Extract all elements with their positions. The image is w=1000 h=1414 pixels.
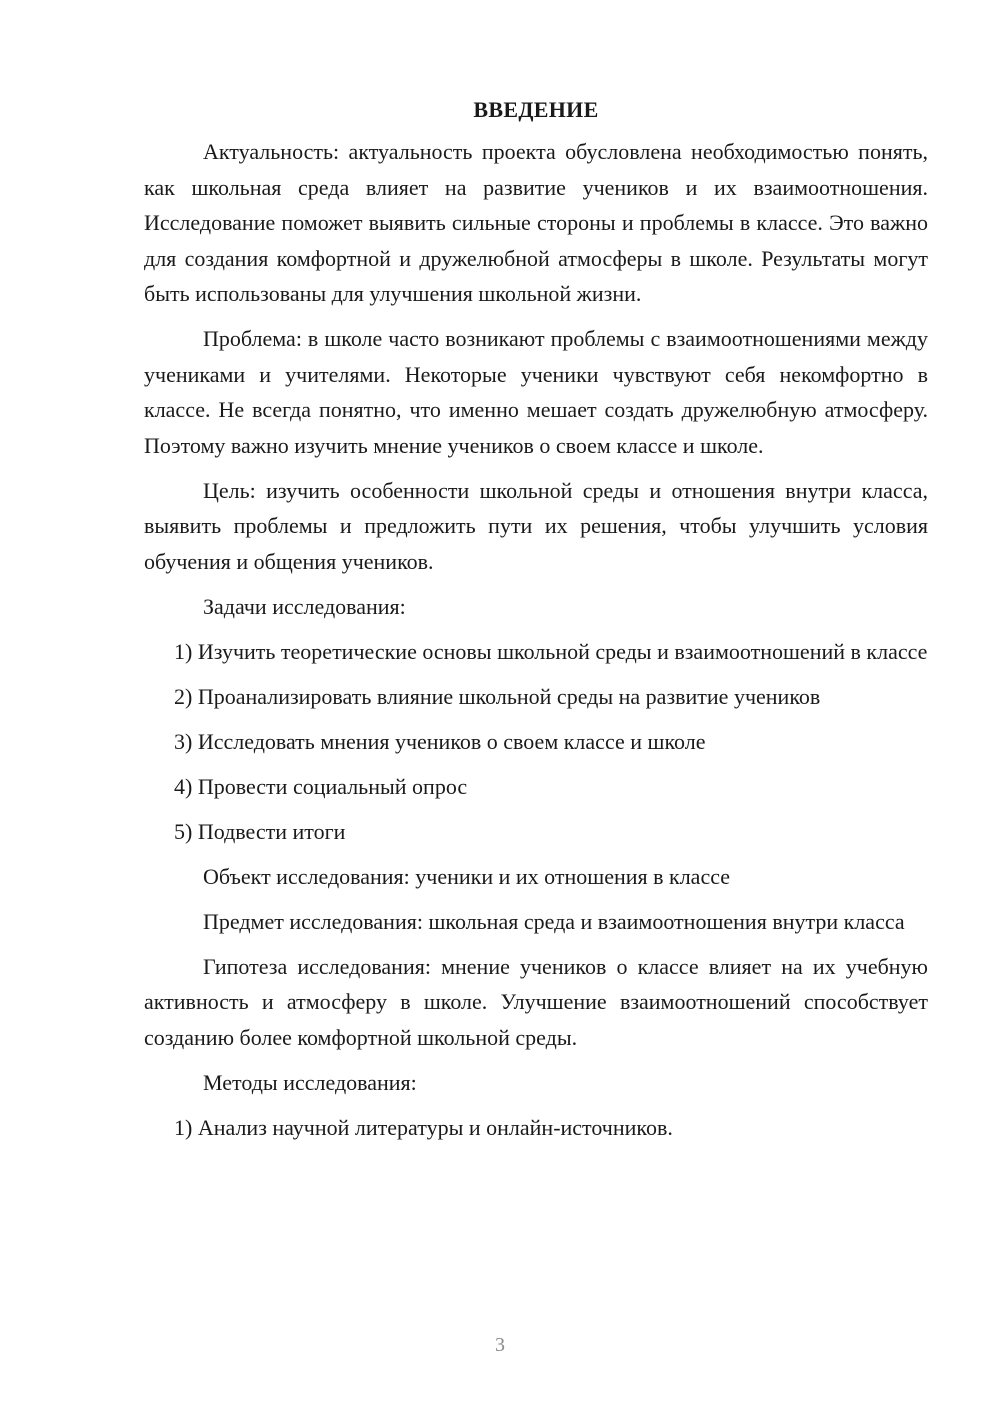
methods-heading: Методы исследования: — [203, 1069, 417, 1095]
relevance-paragraph: Актуальность: актуальность проекта обусловлена необходимостью понять, как школьная среда влияет на развитие учеников и их взаимоотношения. Исследование поможет выявить сильные стороны и проблемы в классе. Это важно для создания комфортной и дружелюбной атмосферы в школе. Результаты могут быть использованы для улучшения школьной жизни. — [144, 139, 928, 306]
section-title: ВВЕДЕНИЕ — [473, 97, 599, 122]
goal-paragraph: Цель: изучить особенности школьной среды и отношения внутри класса, выявить проблемы и предложить пути их решения, чтобы улучшить условия обучения и общения учеников. — [144, 477, 928, 574]
task-item: 4) Провести социальный опрос — [174, 773, 468, 799]
object-paragraph: Объект исследования: ученики и их отношения в классе — [203, 863, 731, 889]
tasks-heading: Задачи исследования: — [203, 593, 406, 619]
method-item: 1) Анализ научной литературы и онлайн-источников. — [174, 1114, 673, 1140]
task-item: 5) Подвести итоги — [174, 818, 346, 844]
document-page — [144, 92, 928, 1155]
hypothesis-paragraph: Гипотеза исследования: мнение учеников о классе влияет на их учебную активность и атмосферу в школе. Улучшение взаимоотношений способствует созданию более комфортной школьной среды. — [144, 953, 928, 1050]
task-item: 3) Исследовать мнения учеников о своем классе и школе — [174, 728, 706, 754]
page-number: 3 — [495, 1334, 505, 1356]
task-item: 1) Изучить теоретические основы школьной среды и взаимоотношений в классе — [174, 638, 928, 664]
problem-paragraph: Проблема: в школе часто возникают проблемы с взаимоотношениями между учениками и учителями. Некоторые ученики чувствуют себя некомфортно в классе. Не всегда понятно, что именно мешает создать дружелюбную атмосферу. Поэтому важно изучить мнение учеников о своем классе и школе. — [144, 326, 928, 458]
subject-paragraph: Предмет исследования: школьная среда и взаимоотношения внутри класса — [203, 908, 905, 934]
task-item: 2) Проанализировать влияние школьной среды на развитие учеников — [174, 683, 821, 709]
